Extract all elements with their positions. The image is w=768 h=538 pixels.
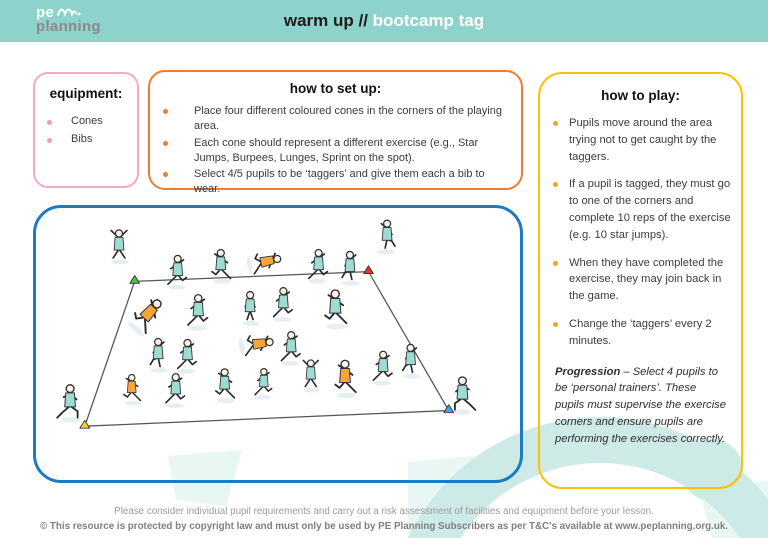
list-item-text: When they have completed the exercise, they may join back in the game. xyxy=(569,256,724,303)
list-item-text: Select 4/5 pupils to be ‘taggers’ and give them each a bib to wear. xyxy=(194,168,485,196)
list-item xyxy=(553,176,731,243)
list-item xyxy=(553,255,731,305)
bullet-icon xyxy=(553,322,558,327)
pupil-figure xyxy=(166,374,185,408)
footer-disclaimer: Please consider individual pupil requirements and carry out a risk assessment of facilities and equipment before your lesson. xyxy=(114,506,654,517)
bullet-icon xyxy=(47,138,52,143)
pupil-figure xyxy=(373,351,392,385)
pupil-figure xyxy=(325,290,346,329)
play-instructions-list xyxy=(553,115,731,350)
activity-illustration-panel xyxy=(33,205,523,483)
title-activity-name: bootcamp tag xyxy=(372,11,485,30)
tagger-figure xyxy=(124,374,141,405)
pupil-figure xyxy=(168,255,187,289)
bullet-icon xyxy=(163,172,168,177)
list-item xyxy=(47,115,137,127)
list-item xyxy=(163,167,507,197)
progression-note xyxy=(555,364,727,448)
list-item-text: Cones xyxy=(71,115,103,127)
playing-field-illustration xyxy=(36,208,520,480)
tagger-figure xyxy=(245,250,282,275)
green-cone xyxy=(130,276,140,284)
list-item-text: Pupils move around the area trying not to get caught by the taggers. xyxy=(569,117,717,163)
list-item-text: Bibs xyxy=(71,133,93,145)
pupil-figure xyxy=(255,369,272,400)
bullet-icon xyxy=(553,121,558,126)
pupil-figure xyxy=(57,385,81,423)
pupil-figure xyxy=(242,292,260,326)
pupil-figure xyxy=(111,230,129,264)
footer-copyright: © This resource is protected by copyright law and must only be used by PE Planning Subscribers as per T&C's available at www.peplanning.org.uk. xyxy=(39,521,729,532)
list-item xyxy=(553,316,731,350)
tagger-figure xyxy=(238,333,274,356)
equipment-title: equipment: xyxy=(49,86,123,101)
equipment-list xyxy=(47,115,137,145)
bullet-icon xyxy=(47,120,52,125)
bullet-icon xyxy=(553,182,558,187)
pupil-figure xyxy=(303,360,320,393)
yellow-cone xyxy=(80,420,90,428)
pupil-figure xyxy=(452,377,476,415)
logo-text-pe: pe xyxy=(36,4,55,21)
list-item-text: Change the ‘taggers’ every 2 minutes. xyxy=(569,317,712,347)
footer xyxy=(0,506,768,532)
setup-panel xyxy=(148,70,523,196)
pupil-figure xyxy=(342,251,360,285)
pupil-figure xyxy=(188,295,208,331)
bullet-icon xyxy=(553,261,558,266)
list-item xyxy=(163,104,507,134)
pupil-figure xyxy=(150,339,168,373)
list-item xyxy=(163,136,507,166)
logo-text-planning: planning xyxy=(36,18,101,36)
tagger-figure xyxy=(126,294,168,338)
setup-title: how to set up: xyxy=(289,81,382,96)
list-item-text: If a pupil is tagged, they must go to one of the corners and complete 10 reps of the exercise (e.g. 10 star jumps). xyxy=(569,178,731,241)
progression-text: – Select 4 pupils to be ‘personal trainers’. These pupils must supervise the exercise corners and ensure pupils are performing the exercises correctly. xyxy=(555,365,726,445)
pupil-figure xyxy=(309,249,328,283)
pupil-figure xyxy=(403,344,421,378)
page-title xyxy=(0,0,768,42)
list-item-text: Each cone should represent a different exercise (e.g., Star Jumps, Burpees, Lunges, Sprint on the spot). xyxy=(194,136,479,164)
pupil-figure xyxy=(178,339,197,373)
play-title: how to play: xyxy=(601,88,680,103)
progression-label: Progression xyxy=(555,365,621,378)
play-panel xyxy=(538,72,743,489)
tagger-figure xyxy=(335,360,355,398)
setup-instructions-list xyxy=(163,104,507,197)
pupil-figure xyxy=(216,369,235,403)
bullet-icon xyxy=(163,141,168,146)
equipment-panel xyxy=(33,72,139,188)
list-item xyxy=(47,133,137,145)
red-cone xyxy=(364,266,374,274)
list-item xyxy=(553,115,731,165)
header-bar xyxy=(0,0,768,42)
list-item-text: Place four different coloured cones in the corners of the playing area. xyxy=(194,105,502,132)
bullet-icon xyxy=(163,109,168,114)
title-warm-up: warm up // xyxy=(283,11,373,30)
pupil-figure xyxy=(281,332,300,366)
pupil-figure xyxy=(377,220,395,254)
pupil-figure xyxy=(274,288,293,322)
